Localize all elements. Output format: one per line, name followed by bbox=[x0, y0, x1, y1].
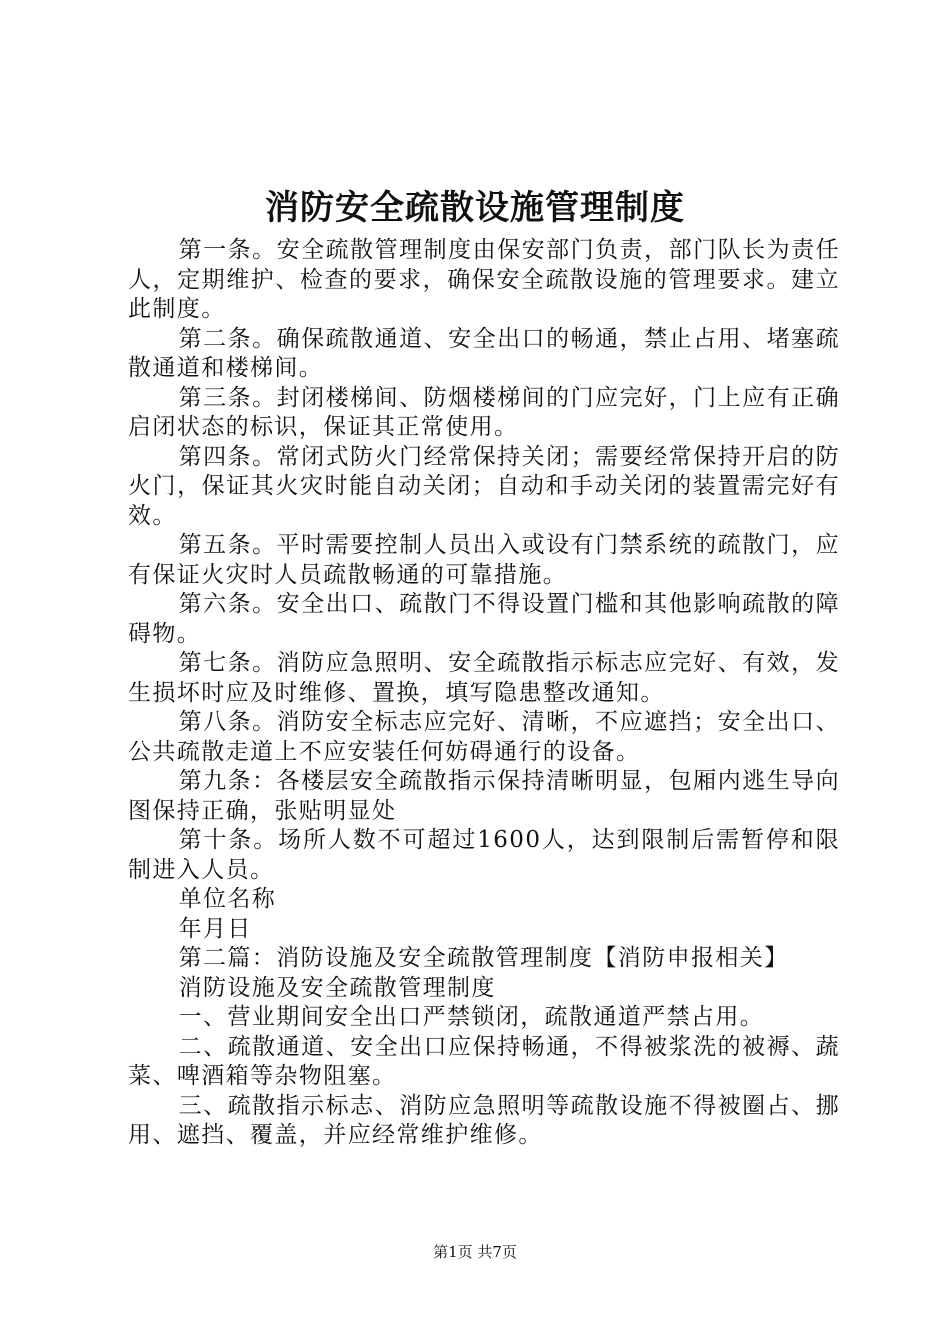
paragraph: 第九条：各楼层安全疏散指示保持清晰明显，包厢内逃生导向图保持正确，张贴明显处 bbox=[128, 768, 840, 824]
paragraph: 第八条。消防安全标志应完好、清晰，不应遮挡；安全出口、公共疏散走道上不应安装任何妨碍通行的设备。 bbox=[128, 709, 840, 765]
paragraph: 一、营业期间安全出口严禁锁闭，疏散通道严禁占用。 bbox=[178, 1004, 765, 1030]
paragraph: 第三条。封闭楼梯间、防烟楼梯间的门应完好，门上应有正确启闭状态的标识，保证其正常使用。 bbox=[128, 384, 840, 440]
paragraph: 第一条。安全疏散管理制度由保安部门负责，部门队长为责任人，定期维护、检查的要求，确保安全疏散设施的管理要求。建立此制度。 bbox=[128, 237, 840, 322]
paragraph: 第四条。常闭式防火门经常保持关闭；需要经常保持开启的防火门，保证其火灾时能自动关闭；自动和手动关闭的装置需完好有效。 bbox=[128, 443, 840, 529]
document-title: 消防安全疏散设施管理制度 bbox=[265, 188, 685, 228]
signature-unit-name: 单位名称 bbox=[178, 886, 277, 912]
document-body bbox=[128, 236, 840, 1151]
section-heading: 第二篇：消防设施及安全疏散管理制度【消防申报相关】 bbox=[178, 945, 789, 971]
paragraph: 三、疏散指示标志、消防应急照明等疏散设施不得被圈占、挪用、遮挡、覆盖，并应经常维护维修。 bbox=[128, 1092, 840, 1148]
signature-date: 年月日 bbox=[178, 915, 252, 942]
paragraph: 二、疏散通道、安全出口应保持畅通，不得被浆洗的被褥、蔬菜、啤酒箱等杂物阻塞。 bbox=[128, 1033, 840, 1089]
paragraph: 第七条。消防应急照明、安全疏散指示标志应完好、有效，发生损坏时应及时维修、置换，填写隐患整改通知。 bbox=[128, 650, 840, 706]
paragraph: 第二条。确保疏散通道、安全出口的畅通，禁止占用、堵塞疏散通道和楼梯间。 bbox=[128, 325, 840, 381]
section-subtitle: 消防设施及安全疏散管理制度 bbox=[178, 974, 496, 1001]
paragraph: 第六条。安全出口、疏散门不得设置门槛和其他影响疏散的障碍物。 bbox=[128, 591, 840, 647]
paragraph: 第五条。平时需要控制人员出入或设有门禁系统的疏散门，应有保证火灾时人员疏散畅通的可靠措施。 bbox=[128, 532, 840, 588]
page-number-footer: 第1页 共7页 bbox=[433, 1243, 517, 1261]
paragraph: 第十条。场所人数不可超过1600人，达到限制后需暂停和限制进入人员。 bbox=[128, 827, 840, 883]
